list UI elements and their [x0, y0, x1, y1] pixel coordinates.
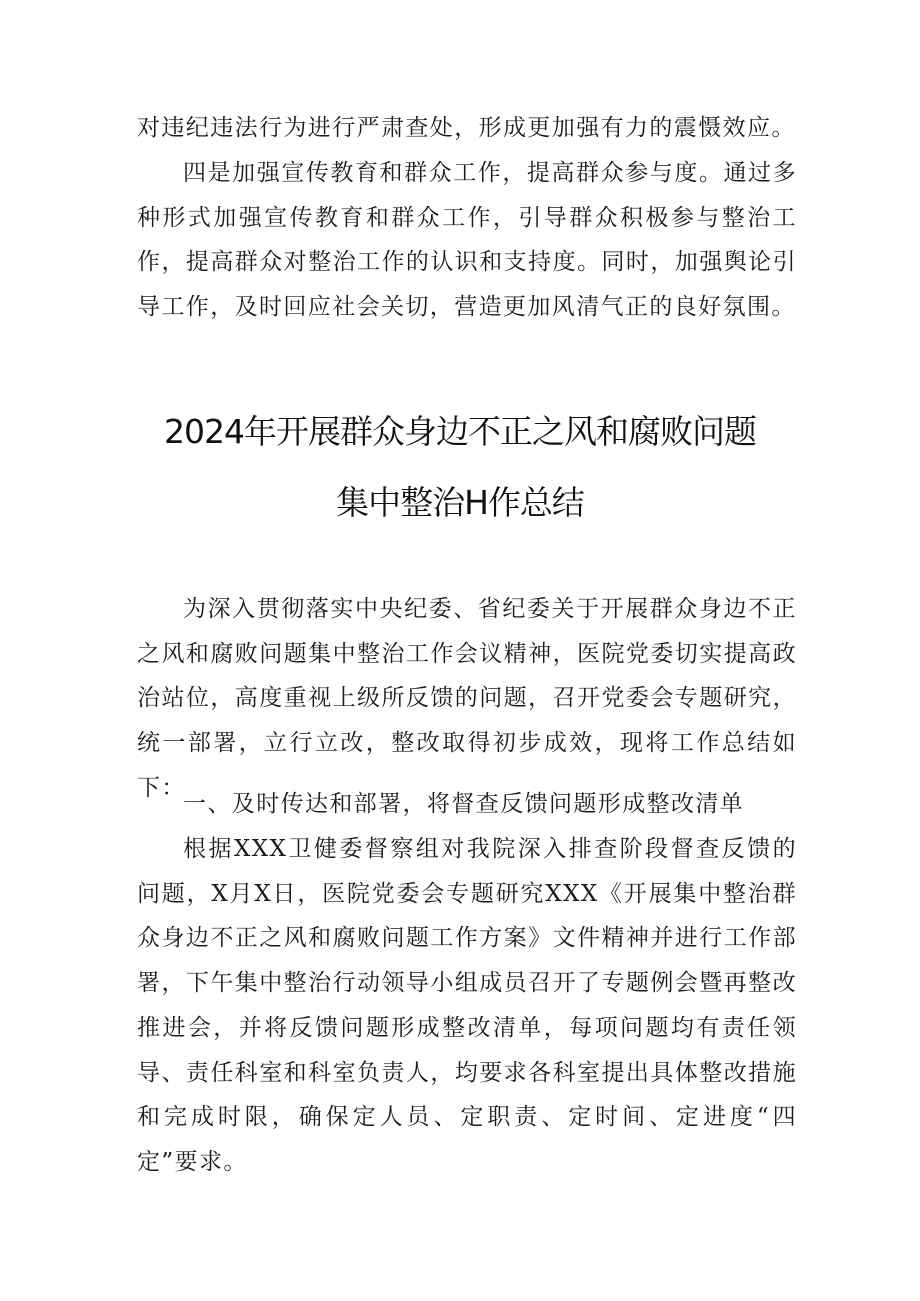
- point-four-paragraph: 四是加强宣传教育和群众工作，提高群众参与度。通过多种形式加强宣传教育和群众工作，引导群众积极参与整治工作，提高群众对整治工作的认识和支持度。同时，加强舆论引导工作，及时回应社会关切，营造更加风清气正的良好氛围。: [137, 160, 797, 321]
- continued-paragraph: 对违纪违法行为进行严肃查处，形成更加强有力的震慑效应。: [137, 115, 796, 141]
- document-title-line-2: 集中整治H作总结: [336, 483, 584, 522]
- intro-paragraph: 为深入贯彻落实中央纪委、省纪委关于开展群众身边不正之风和腐败问题集中整治工作会议精神，医院党委切实提高政治站位，高度重视上级所反馈的问题，召开党委会专题研究，统一部署，立行立改，整改取得初步成效，现将工作总结如下：: [137, 596, 797, 801]
- section-one-body: 根据XXX卫健委督察组对我院深入排查阶段督查反馈的问题，X月X日，医院党委会专题研究XXX《开展集中整治群众身边不正之风和腐败问题工作方案》文件精神并进行工作部署，下午集中整治行动领导小组成员召开了专题例会暨再整改推进会，并将反馈问题形成整改清单，每项问题均有责任领导、责任科室和科室负责人，均要求各科室提出具体整改措施和完成时限，确保定人员、定职责、定时间、定进度“四定”要求。: [137, 836, 797, 1175]
- document-title-line-1: 2024年开展群众身边不正之风和腐败问题: [164, 412, 756, 451]
- section-one-heading: 一、及时传达和部署，将督查反馈问题形成整改清单: [183, 791, 745, 817]
